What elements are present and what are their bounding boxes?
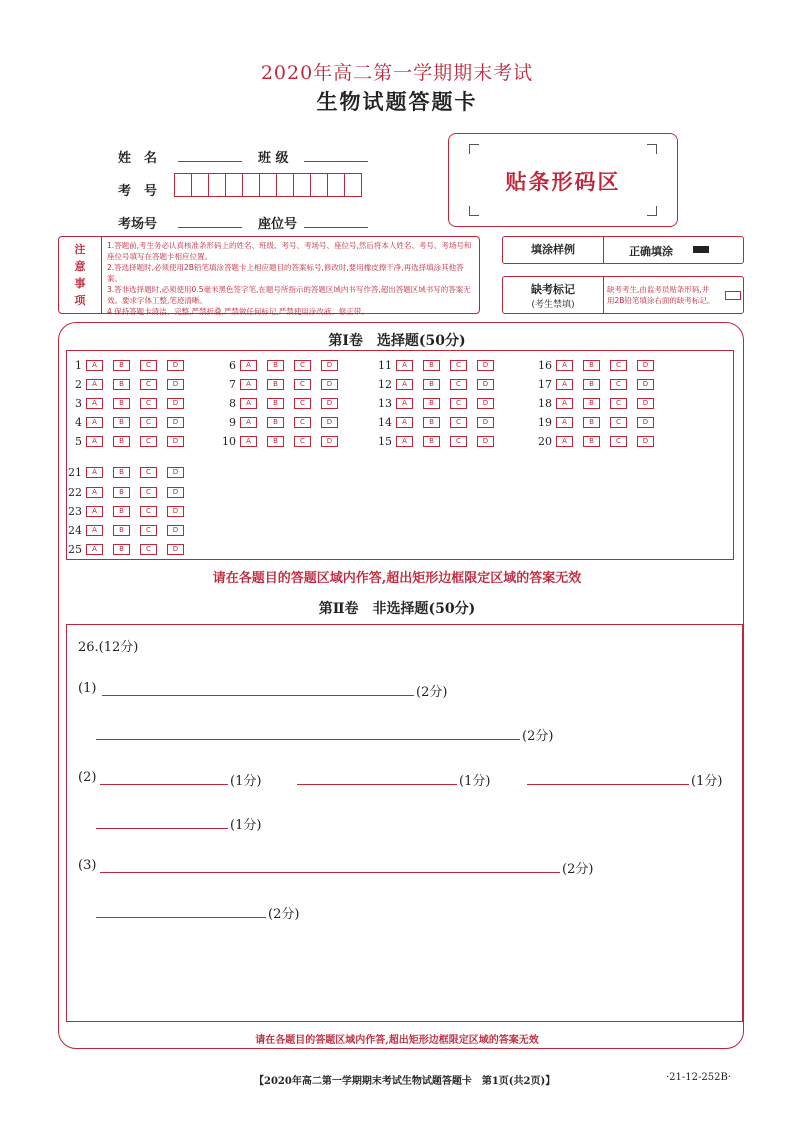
notice-head: 注意事项: [59, 237, 102, 313]
option-bubble-d[interactable]: D: [167, 467, 184, 478]
question-number: 18: [538, 397, 552, 410]
option-bubble-c[interactable]: C: [294, 417, 311, 428]
answer-line[interactable]: [297, 784, 457, 785]
notice-item: 2.答选择题时,必须使用2B铅笔填涂答题卡上相应题目的答案标号,修改时,要用橡皮擦干净,再选择填涂其他答案。: [107, 263, 464, 283]
room-field[interactable]: [178, 213, 242, 228]
question-number: 9: [229, 416, 236, 429]
filled-mark-sample: [693, 246, 709, 253]
option-bubble-a[interactable]: A: [556, 379, 573, 390]
question-number: 5: [75, 435, 82, 448]
answer-line[interactable]: [100, 872, 560, 873]
choice-question: [370, 435, 504, 448]
option-bubble-b[interactable]: B: [583, 398, 600, 409]
absent-sub: (考生禁填): [531, 300, 575, 310]
question-number: 20: [538, 435, 552, 448]
option-bubble-d[interactable]: D: [477, 417, 494, 428]
question-number: 21: [68, 466, 82, 479]
option-bubble-a[interactable]: A: [556, 360, 573, 371]
corner-mark: [469, 206, 479, 216]
part2-title: 第Ⅱ卷 非选择题(50分): [318, 601, 476, 617]
option-bubble-b[interactable]: B: [113, 506, 130, 517]
score-label: (2分): [416, 685, 448, 700]
option-bubble-c[interactable]: C: [610, 398, 627, 409]
option-bubble-a[interactable]: A: [86, 467, 103, 478]
option-bubble-b[interactable]: B: [423, 398, 440, 409]
question-number: 1: [75, 359, 82, 372]
option-bubble-d[interactable]: D: [167, 417, 184, 428]
name-label: 姓 名: [118, 151, 158, 166]
q26-answer-box: [66, 624, 743, 1022]
option-bubble-b[interactable]: B: [423, 379, 440, 390]
option-bubble-d[interactable]: D: [637, 398, 654, 409]
question-number: 7: [229, 378, 236, 391]
score-label: (2分): [268, 907, 300, 922]
answer-line[interactable]: [527, 784, 689, 785]
choice-question: [530, 435, 664, 448]
option-bubble-c[interactable]: C: [294, 379, 311, 390]
option-bubble-b[interactable]: B: [267, 379, 284, 390]
seat-field[interactable]: [304, 213, 368, 228]
seat-label: 座位号: [258, 217, 298, 232]
option-bubble-c[interactable]: C: [610, 379, 627, 390]
option-bubble-c[interactable]: C: [294, 398, 311, 409]
question-number: 16: [538, 359, 552, 372]
option-bubble-d[interactable]: D: [321, 360, 338, 371]
barcode-label: 贴条形码区: [505, 169, 621, 194]
choice-question: [370, 416, 504, 429]
option-bubble-c[interactable]: C: [140, 467, 157, 478]
bottom-warning: 请在各题目的答题区域内作答,超出矩形边框限定区域的答案无效: [255, 1035, 539, 1046]
option-bubble-d[interactable]: D: [477, 379, 494, 390]
question-number: 2: [75, 378, 82, 391]
option-bubble-d[interactable]: D: [167, 360, 184, 371]
option-bubble-c[interactable]: C: [610, 417, 627, 428]
fill-sample-label: 填涂样例: [503, 237, 604, 263]
notice-box: [58, 236, 480, 314]
question-number: 13: [378, 397, 392, 410]
option-bubble-c[interactable]: C: [140, 398, 157, 409]
option-bubble-d[interactable]: D: [321, 379, 338, 390]
score-label: (1分): [230, 774, 262, 789]
option-bubble-a[interactable]: A: [396, 417, 413, 428]
option-bubble-b[interactable]: B: [113, 398, 130, 409]
warning-text: 请在各题目的答题区域内作答,超出矩形边框限定区域的答案无效: [212, 571, 582, 586]
option-bubble-d[interactable]: D: [167, 487, 184, 498]
absent-checkbox[interactable]: [725, 291, 741, 300]
choice-question: [60, 378, 194, 391]
choice-question: [60, 435, 194, 448]
option-bubble-d[interactable]: D: [637, 436, 654, 447]
option-bubble-d[interactable]: D: [167, 525, 184, 536]
option-bubble-c[interactable]: C: [140, 360, 157, 371]
option-bubble-d[interactable]: D: [167, 379, 184, 390]
option-bubble-b[interactable]: B: [583, 417, 600, 428]
choice-question: [530, 359, 664, 372]
question-number: 6: [229, 359, 236, 372]
option-bubble-c[interactable]: C: [140, 525, 157, 536]
option-bubble-c[interactable]: C: [140, 487, 157, 498]
answer-line[interactable]: [100, 784, 228, 785]
option-bubble-d[interactable]: D: [321, 398, 338, 409]
class-field[interactable]: [304, 147, 368, 162]
choice-question: [60, 524, 194, 537]
option-bubble-b[interactable]: B: [267, 417, 284, 428]
absent-mark-box: [502, 276, 744, 314]
option-bubble-b[interactable]: B: [423, 417, 440, 428]
corner-mark: [647, 206, 657, 216]
option-bubble-b[interactable]: B: [113, 379, 130, 390]
option-bubble-a[interactable]: A: [396, 360, 413, 371]
choice-question: [214, 378, 348, 391]
corner-mark: [469, 144, 479, 154]
exam-no-grid[interactable]: [174, 173, 361, 197]
option-bubble-a[interactable]: A: [396, 436, 413, 447]
exam-title: 2020年高二第一学期期末考试: [260, 62, 534, 84]
choice-question: [60, 466, 194, 479]
choice-question: [214, 435, 348, 448]
name-field[interactable]: [178, 147, 242, 162]
option-bubble-c[interactable]: C: [450, 360, 467, 371]
score-label: (1分): [459, 774, 491, 789]
option-bubble-a[interactable]: A: [240, 398, 257, 409]
question-number: 25: [68, 543, 82, 556]
q26-part2-label: (2): [78, 770, 97, 785]
option-bubble-a[interactable]: A: [86, 417, 103, 428]
corner-mark: [647, 144, 657, 154]
option-bubble-c[interactable]: C: [140, 436, 157, 447]
answer-line[interactable]: [96, 828, 228, 829]
answer-line[interactable]: [96, 739, 520, 740]
option-bubble-d[interactable]: D: [167, 544, 184, 555]
option-bubble-b[interactable]: B: [113, 525, 130, 536]
part1-title: 第Ⅰ卷 选择题(50分): [328, 333, 466, 349]
option-bubble-d[interactable]: D: [321, 417, 338, 428]
option-bubble-a[interactable]: A: [556, 417, 573, 428]
option-bubble-d[interactable]: D: [321, 436, 338, 447]
option-bubble-b[interactable]: B: [267, 398, 284, 409]
choice-question: [60, 486, 194, 499]
option-bubble-a[interactable]: A: [240, 360, 257, 371]
choice-question: [370, 378, 504, 391]
choice-question: [214, 416, 348, 429]
footer-code: ·21-12-252B·: [666, 1072, 731, 1083]
option-bubble-a[interactable]: A: [86, 487, 103, 498]
question-number: 24: [68, 524, 82, 537]
option-bubble-a[interactable]: A: [240, 379, 257, 390]
absent-label: 缺考标记: [531, 283, 575, 296]
option-bubble-a[interactable]: A: [86, 525, 103, 536]
choice-question: [60, 505, 194, 518]
notice-body: [107, 240, 475, 317]
option-bubble-d[interactable]: D: [477, 398, 494, 409]
question-number: 19: [538, 416, 552, 429]
fill-sample-box: [502, 236, 744, 264]
option-bubble-b[interactable]: B: [583, 360, 600, 371]
option-bubble-a[interactable]: A: [86, 506, 103, 517]
option-bubble-c[interactable]: C: [450, 417, 467, 428]
footer-text: 【2020年高二第一学期期末考试生物试题答题卡 第1页(共2页)】: [254, 1076, 556, 1087]
option-bubble-c[interactable]: C: [140, 544, 157, 555]
option-bubble-a[interactable]: A: [396, 379, 413, 390]
notice-item: 1.答题前,考生务必认真核准条形码上的姓名、班级、考号、考场号、座位号,然后将本人姓名、考号、考场号和座位号填写在答题卡相应位置。: [107, 241, 472, 261]
choice-question: [530, 416, 664, 429]
notice-item: 3.答非选择题时,必须使用0.5毫米黑色签字笔,在题号所指示的答题区域内书写作答,超出答题区域书写的答案无效。要求字体工整,笔迹清晰。: [107, 285, 471, 305]
option-bubble-b[interactable]: B: [583, 379, 600, 390]
option-bubble-c[interactable]: C: [294, 436, 311, 447]
question-number: 4: [75, 416, 82, 429]
option-bubble-d[interactable]: D: [637, 379, 654, 390]
choice-question: [214, 397, 348, 410]
option-bubble-b[interactable]: B: [113, 487, 130, 498]
option-bubble-c[interactable]: C: [450, 398, 467, 409]
option-bubble-c[interactable]: C: [450, 436, 467, 447]
question-number: 12: [378, 378, 392, 391]
option-bubble-c[interactable]: C: [140, 379, 157, 390]
option-bubble-d[interactable]: D: [637, 360, 654, 371]
option-bubble-d[interactable]: D: [477, 360, 494, 371]
absent-desc: 缺考考生,由监考员贴条形码,并 用2B铅笔填涂右面的缺考标记。: [607, 285, 715, 305]
answer-line[interactable]: [102, 695, 414, 696]
option-bubble-d[interactable]: D: [167, 506, 184, 517]
option-bubble-b[interactable]: B: [113, 544, 130, 555]
option-bubble-b[interactable]: B: [113, 467, 130, 478]
question-number: 8: [229, 397, 236, 410]
choice-question: [60, 397, 194, 410]
question-number: 17: [538, 378, 552, 391]
choice-question: [214, 359, 348, 372]
option-bubble-a[interactable]: A: [556, 398, 573, 409]
option-bubble-b[interactable]: B: [583, 436, 600, 447]
notice-item: 4.保持答题卡清洁、完整,严禁折叠,严禁做任何标记,严禁使用涂改液、修正带。: [107, 307, 369, 316]
score-label: (1分): [230, 818, 262, 833]
score-label: (2分): [562, 862, 594, 877]
option-bubble-a[interactable]: A: [86, 360, 103, 371]
option-bubble-b[interactable]: B: [267, 436, 284, 447]
option-bubble-a[interactable]: A: [86, 436, 103, 447]
option-bubble-d[interactable]: D: [167, 436, 184, 447]
choice-question: [60, 359, 194, 372]
question-number: 14: [378, 416, 392, 429]
question-number: 11: [378, 359, 392, 372]
option-bubble-c[interactable]: C: [140, 417, 157, 428]
q26-part3-label: (3): [78, 858, 97, 873]
question-number: 15: [378, 435, 392, 448]
option-bubble-c[interactable]: C: [610, 436, 627, 447]
choice-question: [530, 378, 664, 391]
question-number: 22: [68, 486, 82, 499]
q26-part1-label: (1): [78, 681, 97, 696]
card-title: 生物试题答题卡: [316, 89, 478, 114]
option-bubble-d[interactable]: D: [477, 436, 494, 447]
option-bubble-b[interactable]: B: [113, 417, 130, 428]
option-bubble-c[interactable]: C: [294, 360, 311, 371]
barcode-area: [448, 133, 678, 227]
option-bubble-a[interactable]: A: [86, 379, 103, 390]
choice-question: [370, 397, 504, 410]
option-bubble-b[interactable]: B: [113, 436, 130, 447]
option-bubble-b[interactable]: B: [113, 360, 130, 371]
option-bubble-a[interactable]: A: [240, 436, 257, 447]
choice-question: [60, 543, 194, 556]
room-label: 考场号: [118, 217, 158, 232]
option-bubble-c[interactable]: C: [450, 379, 467, 390]
option-bubble-c[interactable]: C: [140, 506, 157, 517]
absent-label-cell: [503, 277, 604, 313]
choice-question: [370, 359, 504, 372]
option-bubble-d[interactable]: D: [167, 398, 184, 409]
choice-question: [530, 397, 664, 410]
q26-label: 26.(12分): [78, 640, 139, 655]
score-label: (2分): [522, 729, 554, 744]
question-number: 10: [222, 435, 236, 448]
answer-line[interactable]: [96, 917, 266, 918]
choice-question: [60, 416, 194, 429]
option-bubble-b[interactable]: B: [423, 436, 440, 447]
option-bubble-a[interactable]: A: [556, 436, 573, 447]
question-number: 23: [68, 505, 82, 518]
option-bubble-d[interactable]: D: [637, 417, 654, 428]
correct-fill-label: 正确填涂: [629, 245, 673, 258]
option-bubble-c[interactable]: C: [610, 360, 627, 371]
option-bubble-a[interactable]: A: [86, 544, 103, 555]
question-number: 3: [75, 397, 82, 410]
option-bubble-b[interactable]: B: [267, 360, 284, 371]
exam-no-label: 考 号: [118, 184, 158, 199]
class-label: 班 级: [258, 151, 289, 166]
option-bubble-a[interactable]: A: [86, 398, 103, 409]
option-bubble-a[interactable]: A: [240, 417, 257, 428]
option-bubble-a[interactable]: A: [396, 398, 413, 409]
score-label: (1分): [691, 774, 723, 789]
option-bubble-b[interactable]: B: [423, 360, 440, 371]
